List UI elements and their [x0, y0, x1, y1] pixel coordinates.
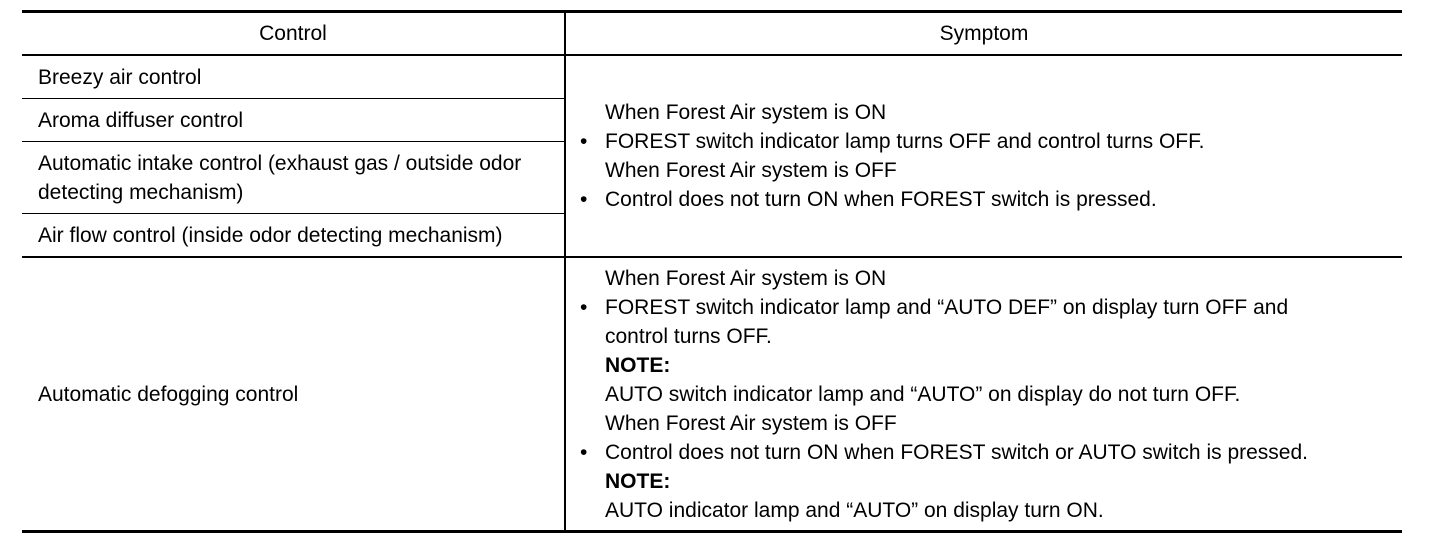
- symptom-cell-group2: [565, 257, 1402, 532]
- table-row: [22, 257, 1402, 532]
- symptom-on-bullet-text: FOREST switch indicator lamp turns OFF and control turns OFF.: [605, 130, 1205, 153]
- note-text: AUTO switch indicator lamp and “AUTO” on display do not turn OFF.: [605, 382, 1241, 406]
- header-control: Control: [22, 12, 565, 56]
- bullet-icon: •: [580, 188, 588, 211]
- control-cell-air-flow: [22, 214, 565, 258]
- symptom-bullet: [578, 438, 1402, 467]
- table-row: [22, 55, 1402, 99]
- control-cell-aroma-diffuser: [22, 99, 565, 142]
- symptom-on-heading: When Forest Air system is ON: [605, 101, 887, 124]
- bullet-icon: •: [580, 295, 588, 319]
- symptom-off-bullet-text: Control does not turn ON when FOREST switch is pressed.: [605, 188, 1157, 211]
- control-label: Automatic intake control (exhaust gas / outside odor detecting mechanism): [38, 151, 522, 204]
- symptom-bullet: [578, 185, 1402, 214]
- control-symptom-table: [22, 10, 1402, 533]
- control-label: Air flow control (inside odor detecting mechanism): [38, 223, 503, 247]
- symptom-on-heading: When Forest Air system is ON: [605, 266, 887, 290]
- header-symptom: Symptom: [565, 12, 1402, 56]
- table-header-row: [22, 12, 1402, 56]
- symptom-off-bullet-text: Control does not turn ON when FOREST switch or AUTO switch is pressed.: [605, 440, 1308, 464]
- symptom-on-bullet-text: FOREST switch indicator lamp and “AUTO DEF” on display turn OFF and: [605, 295, 1289, 319]
- note-label: NOTE:: [605, 469, 671, 493]
- control-cell-breezy-air: [22, 55, 565, 99]
- control-label: Breezy air control: [38, 65, 202, 89]
- control-cell-automatic-intake: [22, 142, 565, 214]
- symptom-off-heading: When Forest Air system is OFF: [605, 159, 897, 182]
- control-cell-automatic-defogging: [22, 257, 565, 532]
- bullet-icon: •: [580, 130, 588, 153]
- bullet-icon: •: [580, 440, 588, 464]
- symptom-off-heading: When Forest Air system is OFF: [605, 411, 897, 435]
- control-label: Automatic defogging control: [38, 382, 299, 406]
- symptom-cell-group1: [565, 55, 1402, 257]
- control-label: Aroma diffuser control: [38, 108, 244, 132]
- symptom-bullet: [578, 293, 1402, 322]
- symptom-on-bullet-continuation: control turns OFF.: [605, 324, 772, 348]
- note-text: AUTO indicator lamp and “AUTO” on display turn ON.: [605, 498, 1104, 522]
- symptom-bullet: [578, 127, 1402, 156]
- note-label: NOTE:: [605, 353, 671, 377]
